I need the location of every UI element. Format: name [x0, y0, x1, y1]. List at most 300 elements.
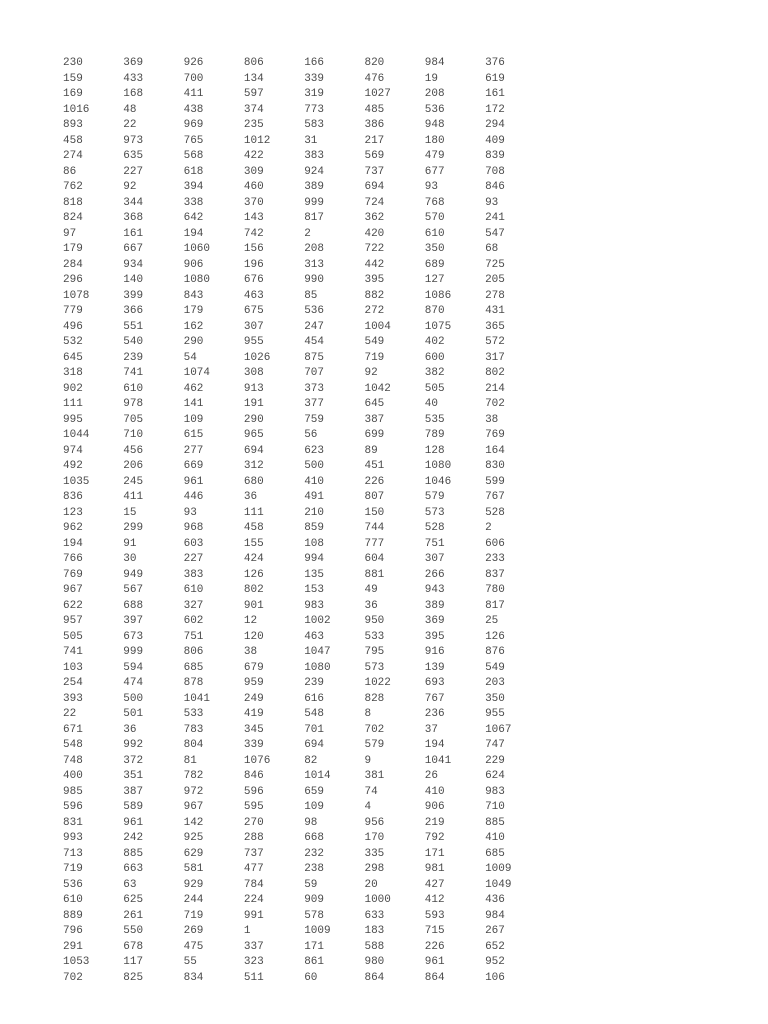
table-row [63, 506, 545, 522]
table-row [63, 149, 545, 165]
table-cell: 700 [183, 72, 204, 85]
table-cell: 831 [63, 816, 83, 829]
table-row [63, 103, 545, 119]
number-table [63, 56, 545, 986]
table-cell: 372 [123, 754, 144, 767]
table-cell: 830 [485, 460, 505, 472]
table-cell: 226 [424, 940, 445, 953]
table-cell: 400 [63, 770, 83, 782]
table-cell: 1044 [63, 429, 90, 441]
table-row [63, 196, 545, 212]
table-cell: 659 [304, 785, 324, 798]
table-cell: 744 [364, 522, 385, 534]
table-cell: 249 [243, 692, 264, 705]
table-cell: 397 [123, 615, 144, 627]
table-cell: 968 [183, 522, 204, 534]
table-cell: 36 [123, 723, 137, 736]
table-cell: 235 [243, 119, 264, 131]
table-cell: 995 [63, 413, 83, 426]
table-cell: 568 [183, 150, 204, 162]
table-row [63, 552, 545, 568]
table-cell: 802 [485, 367, 505, 379]
table-cell: 288 [243, 832, 264, 844]
table-cell: 474 [123, 677, 144, 689]
table-cell: 446 [183, 491, 204, 503]
table-cell: 475 [183, 940, 204, 953]
table-cell: 978 [123, 398, 144, 410]
table-cell: 126 [243, 568, 264, 581]
table-cell: 974 [63, 444, 83, 457]
table-cell: 411 [183, 88, 204, 100]
table-cell: 374 [243, 103, 264, 116]
table-cell: 2 [485, 522, 492, 534]
table-cell: 836 [63, 491, 83, 503]
table-cell: 127 [424, 274, 445, 286]
table-cell: 619 [485, 72, 505, 85]
table-cell: 807 [364, 491, 385, 503]
table-cell: 610 [123, 382, 144, 395]
table-cell: 719 [364, 351, 385, 364]
table-cell: 111 [243, 506, 264, 519]
table-cell: 362 [364, 212, 385, 224]
table-cell: 86 [63, 165, 77, 178]
table-cell: 878 [183, 677, 204, 689]
table-cell: 224 [243, 894, 264, 906]
table-cell: 548 [304, 708, 324, 720]
table-cell: 992 [123, 739, 144, 751]
table-cell: 365 [485, 320, 505, 333]
table-row [63, 645, 545, 661]
table-row [63, 707, 545, 723]
table-cell: 179 [63, 243, 83, 255]
table-cell: 780 [485, 584, 505, 596]
table-cell: 600 [424, 351, 445, 364]
table-cell: 318 [63, 367, 83, 379]
table-cell: 159 [63, 72, 83, 85]
table-cell: 1046 [424, 475, 452, 488]
table-cell: 180 [424, 134, 445, 147]
table-cell: 74 [364, 785, 378, 798]
table-cell: 369 [424, 615, 445, 627]
table-cell: 68 [485, 243, 499, 255]
table-cell: 719 [63, 863, 83, 875]
table-cell: 624 [485, 770, 505, 782]
table-cell: 783 [183, 723, 204, 736]
table-row [63, 180, 545, 196]
table-cell: 961 [183, 475, 204, 488]
table-cell: 689 [424, 258, 445, 271]
table-cell: 460 [243, 181, 264, 193]
table-cell: 278 [485, 289, 505, 302]
table-cell: 573 [364, 661, 385, 674]
table-row [63, 242, 545, 258]
table-cell: 625 [123, 894, 144, 906]
table-cell: 103 [63, 661, 83, 674]
table-cell: 143 [243, 212, 264, 224]
table-row [63, 599, 545, 615]
table-cell: 1014 [304, 770, 331, 782]
table-cell: 549 [364, 336, 385, 348]
table-row [63, 537, 545, 553]
table-cell: 183 [364, 925, 385, 937]
table-row [63, 878, 545, 894]
table-cell: 48 [123, 103, 137, 116]
table-cell: 476 [364, 72, 385, 85]
table-cell: 1041 [183, 692, 210, 705]
table-cell: 399 [123, 289, 144, 302]
table-cell: 2 [304, 227, 311, 240]
table-cell: 442 [364, 258, 385, 271]
table-cell: 909 [304, 894, 324, 906]
table-cell: 26 [424, 770, 438, 782]
table-cell: 208 [304, 243, 324, 255]
table-row [63, 490, 545, 506]
table-cell: 410 [485, 832, 505, 844]
table-row [63, 676, 545, 692]
table-cell: 762 [63, 181, 83, 193]
table-cell: 965 [243, 429, 264, 441]
table-cell: 549 [485, 661, 505, 674]
table-cell: 155 [243, 537, 264, 550]
table-cell: 846 [485, 181, 505, 193]
table-cell: 540 [123, 336, 144, 348]
table-row [63, 258, 545, 274]
table-row [63, 800, 545, 816]
table-row [63, 583, 545, 599]
table-cell: 906 [183, 258, 204, 271]
table-cell: 91 [123, 537, 137, 550]
table-cell: 742 [243, 227, 264, 240]
table-cell: 926 [183, 57, 204, 69]
table-row [63, 723, 545, 739]
table-cell: 393 [63, 692, 83, 705]
table-cell: 217 [364, 134, 385, 147]
table-cell: 955 [243, 336, 264, 348]
table-cell: 438 [183, 103, 204, 116]
table-cell: 533 [183, 708, 204, 720]
table-cell: 424 [243, 553, 264, 565]
table-cell: 191 [243, 398, 264, 410]
table-cell: 373 [304, 382, 324, 395]
table-cell: 1004 [364, 320, 391, 333]
table-cell: 1022 [364, 677, 391, 689]
table-cell: 239 [304, 677, 324, 689]
table-cell: 59 [304, 878, 318, 891]
table-cell: 458 [243, 522, 264, 534]
table-cell: 454 [304, 336, 324, 348]
table-cell: 25 [485, 615, 499, 627]
table-cell: 164 [485, 444, 505, 457]
table-cell: 610 [63, 894, 83, 906]
table-cell: 1053 [63, 956, 90, 968]
table-cell: 92 [123, 181, 137, 193]
table-cell: 463 [243, 289, 264, 302]
table-cell: 261 [123, 909, 144, 922]
table-cell: 606 [485, 537, 505, 550]
table-cell: 37 [424, 723, 438, 736]
table-row [63, 382, 545, 398]
table-cell: 89 [364, 444, 378, 457]
table-cell: 171 [424, 847, 445, 860]
table-cell: 210 [304, 506, 324, 519]
table-cell: 169 [63, 88, 83, 100]
table-cell: 796 [63, 925, 83, 937]
table-cell: 610 [424, 227, 445, 240]
table-cell: 307 [243, 320, 264, 333]
table-cell: 317 [485, 351, 505, 364]
table-cell: 294 [485, 119, 505, 131]
table-cell: 623 [304, 444, 324, 457]
table-cell: 567 [123, 584, 144, 596]
table-cell: 548 [63, 739, 83, 751]
table-cell: 913 [243, 382, 264, 395]
table-cell: 22 [63, 708, 77, 720]
table-row [63, 211, 545, 227]
table-cell: 436 [485, 894, 505, 906]
table-cell: 81 [183, 754, 197, 767]
table-row [63, 971, 545, 987]
table-cell: 92 [364, 367, 378, 379]
table-cell: 570 [424, 212, 445, 224]
table-cell: 864 [364, 971, 385, 984]
table-row [63, 614, 545, 630]
table-cell: 597 [243, 88, 264, 100]
table-cell: 663 [123, 863, 144, 875]
table-cell: 505 [63, 630, 83, 643]
table-cell: 8 [364, 708, 372, 720]
table-cell: 97 [63, 227, 77, 240]
table-cell: 135 [304, 568, 324, 581]
table-cell: 485 [364, 103, 385, 116]
table-cell: 350 [424, 243, 445, 255]
table-cell: 875 [304, 351, 324, 364]
table-cell: 924 [304, 165, 324, 178]
table-cell: 63 [123, 878, 137, 891]
table-cell: 296 [63, 274, 83, 286]
table-cell: 142 [183, 816, 204, 829]
table-cell: 1016 [63, 103, 90, 116]
table-cell: 708 [485, 165, 505, 178]
table-cell: 162 [183, 320, 204, 333]
table-cell: 4 [364, 801, 372, 813]
table-cell: 247 [304, 320, 324, 333]
table-cell: 242 [123, 832, 144, 844]
table-cell: 893 [63, 119, 83, 131]
table-cell: 272 [364, 305, 385, 317]
table-cell: 741 [63, 646, 83, 658]
table-cell: 161 [123, 227, 144, 240]
table-cell: 238 [304, 863, 324, 875]
table-cell: 694 [364, 181, 385, 193]
table-cell: 117 [123, 956, 144, 968]
table-cell: 536 [304, 305, 324, 317]
table-cell: 702 [63, 971, 83, 984]
table-cell: 616 [304, 692, 324, 705]
table-cell: 769 [485, 429, 505, 441]
table-cell: 274 [63, 150, 83, 162]
table-cell: 645 [63, 351, 83, 364]
table-cell: 967 [183, 801, 204, 813]
table-cell: 501 [123, 708, 144, 720]
table-cell: 551 [123, 320, 144, 333]
table-cell: 505 [424, 382, 445, 395]
table-cell: 270 [243, 816, 264, 829]
table-cell: 710 [485, 801, 505, 813]
table-cell: 369 [123, 57, 144, 69]
table-cell: 194 [183, 227, 204, 240]
table-row [63, 847, 545, 863]
table-cell: 312 [243, 460, 264, 472]
table-row [63, 459, 545, 475]
table-cell: 972 [183, 785, 204, 798]
table-cell: 795 [364, 646, 385, 658]
table-cell: 409 [485, 134, 505, 147]
table-cell: 194 [63, 537, 83, 550]
table-cell: 710 [123, 429, 144, 441]
table-cell: 678 [123, 940, 144, 953]
table-cell: 969 [183, 119, 204, 131]
table-cell: 19 [424, 72, 438, 85]
table-cell: 934 [123, 258, 144, 271]
table-cell: 573 [424, 506, 445, 519]
table-cell: 85 [304, 289, 318, 302]
table-cell: 254 [63, 677, 83, 689]
table-cell: 859 [304, 522, 324, 534]
table-cell: 420 [364, 227, 385, 240]
table-cell: 206 [123, 460, 144, 472]
table-row [63, 289, 545, 305]
table-cell: 168 [123, 88, 144, 100]
table-row [63, 320, 545, 336]
table-cell: 876 [485, 646, 505, 658]
table-cell: 383 [304, 150, 324, 162]
table-row [63, 413, 545, 429]
table-cell: 410 [424, 785, 445, 798]
table-row [63, 165, 545, 181]
table-cell: 777 [364, 537, 385, 550]
table-cell: 751 [183, 630, 204, 643]
table-cell: 387 [364, 413, 385, 426]
table-cell: 589 [123, 801, 144, 813]
table-cell: 108 [304, 537, 324, 550]
table-cell: 419 [243, 708, 264, 720]
table-cell: 948 [424, 119, 445, 131]
table-cell: 702 [485, 398, 505, 410]
table-cell: 985 [63, 785, 83, 798]
table-cell: 603 [183, 537, 204, 550]
table-cell: 864 [424, 971, 445, 984]
table-cell: 345 [243, 723, 264, 736]
table-cell: 339 [243, 739, 264, 751]
table-cell: 290 [183, 336, 204, 348]
table-cell: 959 [243, 677, 264, 689]
table-cell: 269 [183, 925, 204, 937]
table-cell: 236 [424, 708, 445, 720]
table-cell: 335 [364, 847, 385, 860]
table-cell: 339 [304, 72, 324, 85]
table-cell: 532 [63, 336, 83, 348]
table-cell: 1009 [304, 925, 331, 937]
table-cell: 889 [63, 909, 83, 922]
table-cell: 153 [304, 584, 324, 596]
table-cell: 688 [123, 599, 144, 612]
table-cell: 422 [243, 150, 264, 162]
table-cell: 93 [183, 506, 197, 519]
table-cell: 724 [364, 196, 385, 209]
table-cell: 635 [123, 150, 144, 162]
table-cell: 528 [485, 506, 505, 519]
table-cell: 411 [123, 491, 144, 503]
table-cell: 694 [243, 444, 264, 457]
table-cell: 961 [123, 816, 144, 829]
table-cell: 98 [304, 816, 318, 829]
table-cell: 528 [424, 522, 445, 534]
table-cell: 309 [243, 165, 264, 178]
table-row [63, 862, 545, 878]
table-cell: 284 [63, 258, 83, 271]
table-cell: 491 [304, 491, 324, 503]
table-cell: 906 [424, 801, 445, 813]
table-cell: 387 [123, 785, 144, 798]
table-cell: 54 [183, 351, 197, 364]
table-cell: 1067 [485, 723, 512, 736]
table-cell: 12 [243, 615, 258, 627]
table-cell: 773 [304, 103, 324, 116]
table-cell: 109 [304, 801, 324, 813]
table-cell: 245 [123, 475, 144, 488]
table-row [63, 754, 545, 770]
table-cell: 747 [485, 739, 505, 751]
table-cell: 344 [123, 196, 144, 209]
table-cell: 156 [243, 243, 264, 255]
table-cell: 111 [63, 398, 83, 410]
table-cell: 629 [183, 847, 204, 860]
table-cell: 1042 [364, 382, 391, 395]
table-row [63, 661, 545, 677]
table-cell: 109 [183, 413, 204, 426]
table-cell: 337 [243, 940, 264, 953]
table-row [63, 444, 545, 460]
table-cell: 759 [304, 413, 324, 426]
table-cell: 645 [364, 398, 385, 410]
table-cell: 725 [485, 258, 505, 271]
table-cell: 870 [424, 305, 445, 317]
table-cell: 239 [123, 351, 144, 364]
table-row [63, 72, 545, 88]
table-cell: 394 [183, 181, 204, 193]
table-cell: 843 [183, 289, 204, 302]
table-cell: 991 [243, 909, 264, 922]
table-cell: 737 [243, 847, 264, 860]
table-row [63, 924, 545, 940]
table-cell: 139 [424, 661, 445, 674]
table-cell: 389 [304, 181, 324, 193]
table-cell: 652 [485, 940, 505, 953]
table-cell: 93 [485, 196, 499, 209]
table-cell: 1012 [243, 134, 271, 147]
table-cell: 956 [364, 816, 385, 829]
table-cell: 410 [304, 475, 324, 488]
table-row [63, 428, 545, 444]
table-cell: 277 [183, 444, 204, 457]
table-cell: 1 [243, 925, 251, 937]
table-cell: 610 [183, 584, 204, 596]
table-cell: 594 [123, 661, 144, 674]
table-cell: 967 [63, 584, 83, 596]
table-cell: 171 [304, 940, 324, 953]
table-cell: 1060 [183, 243, 210, 255]
table-cell: 990 [304, 274, 324, 286]
